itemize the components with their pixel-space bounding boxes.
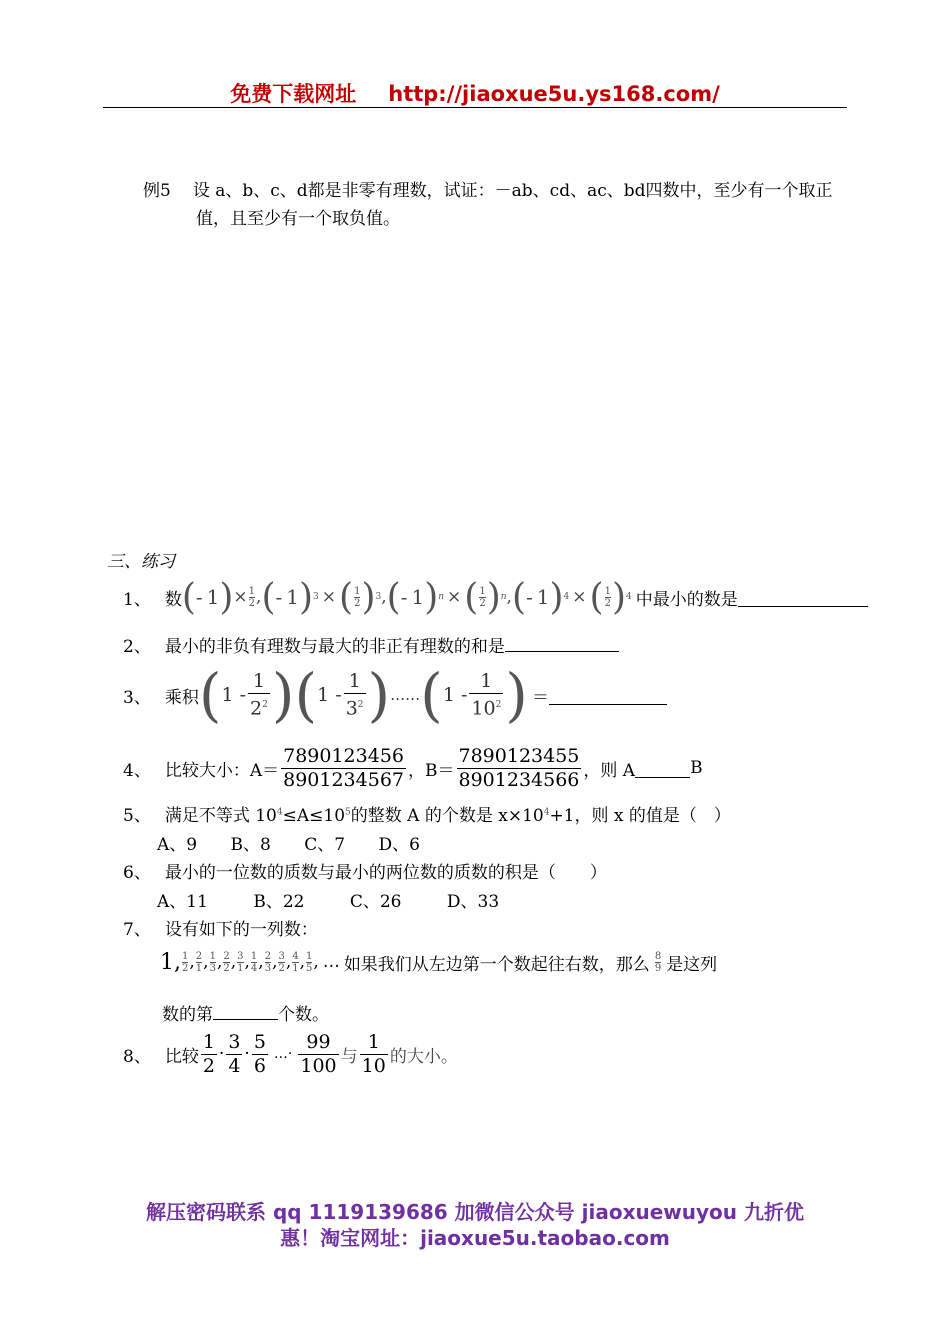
q2-answer-blank[interactable] bbox=[505, 633, 619, 652]
q7-sequence-fraction: 3 1 bbox=[237, 950, 244, 974]
q7-sequence-fraction: 2 1 bbox=[195, 950, 203, 974]
header-site-label: 免费下载网址 bbox=[230, 82, 357, 106]
q7-sequence-comma: , bbox=[299, 952, 306, 972]
question-7: 7、 设有如下的一列数： bbox=[123, 920, 318, 940]
page-header bbox=[0, 78, 950, 108]
q6-options bbox=[157, 887, 499, 912]
q7-sequence-comma: , bbox=[313, 952, 319, 972]
q3-expression: ( 1 - $\frac{1}{2^2}$ ) ( 1 - $\frac{1}{3^2}$ ) …… ( 1 - $\frac{1}{10^2}$ ) bbox=[198, 661, 528, 729]
q7-sequence bbox=[181, 951, 319, 974]
question-2: 2、 最小的非负有理数与最大的非正有理数的和是 bbox=[123, 632, 619, 657]
q5-option-b[interactable]: B、8 bbox=[230, 835, 271, 855]
q5-option-c[interactable]: C、7 bbox=[304, 835, 346, 855]
q7-sequence-comma: , bbox=[244, 952, 250, 972]
question-8: 8、 比较 $\frac{1}{2}$ · $\frac{3}{4}$ · $\frac{5}{6}$ …· $\frac{99}{100}$ 与 $\frac{1}{10}$ 的大小。 bbox=[123, 1030, 458, 1077]
q7-sequence-line: 1, 1 2 , 2 1 , 1 3 , 2 2 , 3 1 , 1 4 , 2 3 , 3 2 , 4 1 , 1 5 , … 如果我们从左边第一个数起往右数，那么 8 9 是这列 bbox=[160, 949, 718, 975]
q7-sequence-fraction: 1 4 bbox=[250, 950, 258, 974]
q4-fraction-a: $\frac{7890123456}{8901234567}$ bbox=[283, 744, 404, 791]
header-url-link[interactable]: http://jiaoxue5u.ys168.com/ bbox=[388, 82, 720, 106]
question-3: 3、 乘积 ( 1 - $\frac{1}{2^2}$ ) ( 1 - $\frac{1}{3^2}$ ) …… ( 1 - $\frac{1}{10^2}$ ) ＝ bbox=[123, 666, 667, 724]
q7-answer-blank[interactable] bbox=[213, 1001, 278, 1020]
q6-option-d[interactable]: D、33 bbox=[446, 892, 500, 912]
q5-option-d[interactable]: D、6 bbox=[378, 835, 420, 855]
q7-sequence-fraction: 2 2 bbox=[223, 950, 230, 974]
question-4: 4、 比较大小：A＝ $\frac{7890123456}{8901234567}$ ，B＝ $\frac{7890123455}{8901234566}$ ，则 A B bbox=[123, 744, 703, 791]
q7-sequence-comma: , bbox=[203, 952, 209, 972]
q7-line3: 数的第 个数。 bbox=[162, 1000, 329, 1025]
q7-sequence-fraction: 3 2 bbox=[278, 950, 285, 974]
question-1: 1、 数 ( - 1 ) × 1 2 , ( - 1 ) 3 × ( 1 2 ) 3 , ( - 1 ) n × ( 1 2 ) n , ( - 1 ) 4 × ( 1 2 ) 4 中最小的数是 bbox=[123, 574, 868, 620]
q4-answer-blank[interactable] bbox=[635, 759, 690, 778]
q6-option-b[interactable]: B、22 bbox=[253, 892, 305, 912]
q7-sequence-fraction: 1 3 bbox=[209, 950, 216, 974]
q7-sequence-comma: , bbox=[216, 952, 223, 972]
q1-expression: ( - 1 ) × 1 2 , ( - 1 ) 3 × ( 1 2 ) 3 , ( - 1 ) n × ( 1 2 ) n , ( - 1 ) 4 × ( 1 2 ) 4 bbox=[181, 576, 632, 618]
section-title: 三、练习 bbox=[107, 552, 175, 572]
footer-line2: 惠！淘宝网址：jiaoxue5u.taobao.com bbox=[280, 1226, 670, 1250]
q8-expression: $\frac{1}{2}$ · $\frac{3}{4}$ · $\frac{5}{6}$ …· $\frac{99}{100}$ 与 $\frac{1}{10}$ bbox=[202, 1030, 386, 1077]
q7-sequence-fraction: 2 3 bbox=[264, 950, 272, 974]
q7-sequence-fraction: 4 1 bbox=[292, 950, 299, 974]
q5-options bbox=[157, 830, 420, 855]
example5-label: 例5 bbox=[143, 181, 171, 201]
q7-sequence-comma: , bbox=[258, 952, 264, 972]
q7-sequence-comma: , bbox=[230, 952, 237, 972]
q3-answer-blank[interactable] bbox=[549, 686, 667, 705]
q6-option-c[interactable]: C、26 bbox=[349, 892, 402, 912]
q6-option-a[interactable]: A、11 bbox=[157, 892, 208, 912]
footer-line1: 解压密码联系 qq 1119139686 加微信公众号 jiaoxuewuyou 九折优 bbox=[146, 1200, 804, 1224]
q7-sequence-comma: , bbox=[189, 952, 195, 972]
q7-sequence-fraction: 1 5 bbox=[306, 950, 313, 974]
q7-sequence-comma: , bbox=[272, 952, 278, 972]
q5-option-a[interactable]: A、9 bbox=[157, 835, 198, 855]
q7-sequence-fraction: 1 2 bbox=[182, 950, 189, 974]
question-5: 5、 满足不等式 $10^4\le A\le 10^5$的整数 A 的个数是 $x\times 10^4+1$，则 x 的值是（ ） bbox=[123, 806, 731, 826]
example5-line2: 值，且至少有一个取负值。 bbox=[196, 209, 400, 229]
q1-number: 1、 bbox=[123, 589, 151, 610]
header-divider bbox=[103, 107, 847, 108]
example5-line1: 例5 设 a、b、c、d都是非零有理数，试证：－ab、cd、ac、bd四数中，至少有一个取正 bbox=[143, 181, 833, 201]
q4-fraction-b: $\frac{7890123455}{8901234566}$ bbox=[458, 744, 580, 791]
q7-target-fraction: 8 9 bbox=[654, 950, 662, 974]
q1-answer-blank[interactable] bbox=[738, 588, 868, 607]
question-6: 6、 最小的一位数的质数与最小的两位数的质数的积是（ ） bbox=[123, 863, 607, 883]
q7-sequence-comma: , bbox=[285, 952, 292, 972]
